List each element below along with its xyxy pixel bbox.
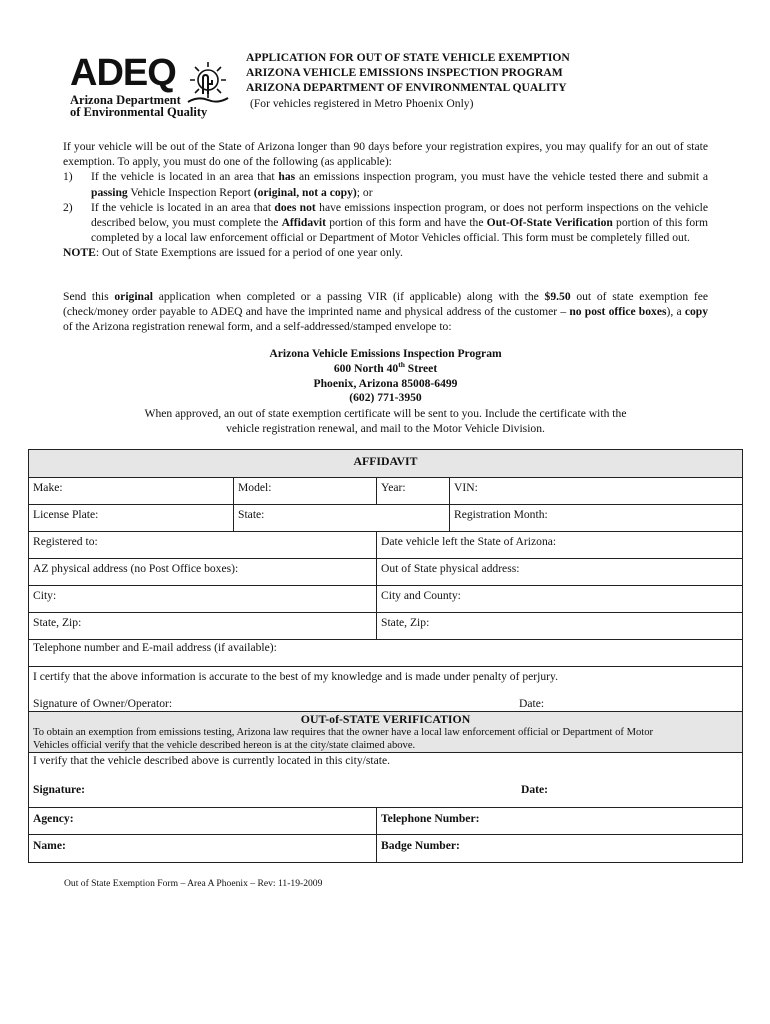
vin-field[interactable]: VIN:	[454, 481, 478, 494]
badge-number-field[interactable]: Badge Number:	[381, 839, 460, 852]
date-left-arizona-field[interactable]: Date vehicle left the State of Arizona:	[381, 535, 557, 548]
agency-field[interactable]: Agency:	[33, 812, 74, 825]
verification-desc-2: Vehicles official verify that the vehicle described hereon is at the city/state claimed above.	[33, 740, 416, 751]
az-address-field[interactable]: AZ physical address (no Post Office boxes):	[33, 562, 239, 575]
registration-month-field[interactable]: Registration Month:	[454, 508, 548, 521]
plate-state-field[interactable]: State:	[238, 508, 265, 521]
address-phone: (602) 771-3950	[349, 391, 422, 405]
certify-statement: I certify that the above information is accurate to the best of my knowledge and is made under penalty of perjury.	[33, 670, 558, 683]
send-instructions: Send this original application when completed or a passing VIR (if applicable) along with the $9.50 out of state exemption fee (check/money order payable to ADEQ and have the imprinted name and physical address of the customer – no post office boxes), a copy of the Arizona registration renewal form, and a self-addressed/stamped envelope to:	[63, 290, 709, 334]
address-line-3: Phoenix, Arizona 85008-6499	[313, 376, 458, 390]
instruction-item-2	[63, 200, 708, 246]
form-title	[246, 50, 570, 111]
affidavit-form	[28, 449, 743, 863]
city-county-field[interactable]: City and County:	[381, 589, 461, 602]
make-field[interactable]: Make:	[33, 481, 63, 494]
state-zip-right-field[interactable]: State, Zip:	[381, 616, 430, 629]
out-of-state-address-field[interactable]: Out of State physical address:	[381, 562, 520, 575]
affidavit-heading: AFFIDAVIT	[353, 454, 418, 468]
address-line-2: 600 North 40th Street	[333, 359, 438, 375]
approval-note	[63, 407, 708, 436]
logo-line-1: Arizona Department	[70, 93, 181, 107]
adeq-logo	[62, 52, 230, 119]
license-plate-field[interactable]: License Plate:	[33, 508, 99, 521]
title-line-2: ARIZONA VEHICLE EMISSIONS INSPECTION PROGRAM	[246, 66, 563, 80]
verify-statement: I verify that the vehicle described above is currently located in this city/state.	[33, 754, 391, 767]
item-number: 2)	[63, 200, 73, 214]
verification-desc-1: To obtain an exemption from emissions testing, Arizona law requires that the owner have a local law enforcement official or Department of Motor	[33, 727, 654, 738]
instruction-item-1	[63, 169, 708, 199]
telephone-number-field[interactable]: Telephone Number:	[381, 812, 480, 825]
phone-email-field[interactable]: Telephone number and E-mail address (if available):	[33, 641, 277, 654]
official-date-field[interactable]: Date:	[521, 783, 549, 796]
approval-line-1: When approved, an out of state exemption certificate will be sent to you. Include the certificate with the	[144, 407, 627, 420]
model-field[interactable]: Model:	[238, 481, 272, 494]
item-text: If the vehicle is located in an area that has an emissions inspection program, you must have the vehicle tested there and submit a passing Vehicle Inspection Report (original, not a copy); or	[91, 170, 708, 199]
cactus-sun-icon	[186, 58, 230, 106]
city-field[interactable]: City:	[33, 589, 57, 602]
address-line-1: Arizona Vehicle Emissions Inspection Program	[269, 347, 502, 360]
title-subtitle: (For vehicles registered in Metro Phoenix Only)	[250, 96, 474, 110]
note: NOTE: Out of State Exemptions are issued for a period of one year only.	[63, 246, 403, 260]
logo-line-2: of Environmental Quality	[70, 105, 208, 119]
title-line-3: ARIZONA DEPARTMENT OF ENVIRONMENTAL QUALITY	[246, 81, 567, 95]
state-zip-left-field[interactable]: State, Zip:	[33, 616, 82, 629]
year-field[interactable]: Year:	[381, 481, 406, 494]
owner-date-field[interactable]: Date:	[519, 697, 545, 710]
official-signature-field[interactable]: Signature:	[33, 783, 85, 796]
logo-wordmark: ADEQ	[70, 52, 176, 94]
owner-signature-field[interactable]: Signature of Owner/Operator:	[33, 697, 173, 710]
title-line-1: APPLICATION FOR OUT OF STATE VEHICLE EXEMPTION	[246, 51, 570, 64]
verification-heading: OUT-of-STATE VERIFICATION	[300, 712, 471, 726]
official-name-field[interactable]: Name:	[33, 839, 66, 852]
form-footer: Out of State Exemption Form – Area A Phoenix – Rev: 11-19-2009	[64, 878, 323, 889]
item-number: 1)	[63, 170, 73, 184]
mailing-address	[63, 347, 708, 406]
intro-lead: If your vehicle will be out of the State of Arizona longer than 90 days before your registration expires, you may qualify for an out of state exemption. To apply, you must do one of the following (as applicable):	[63, 140, 708, 169]
registered-to-field[interactable]: Registered to:	[33, 535, 98, 548]
approval-line-2: vehicle registration renewal, and mail to the Motor Vehicle Division.	[226, 421, 545, 435]
intro-section	[63, 139, 708, 261]
item-text: If the vehicle is located in an area that does not have emissions inspection program, or does not perform inspections on the vehicle described below, you must complete the Affidavit portion of this form and have the Out-Of-State Verification portion of this form completed by a local law enforcement official or Department of Motor Vehicles official. This form must be completely filled out.	[91, 200, 709, 245]
